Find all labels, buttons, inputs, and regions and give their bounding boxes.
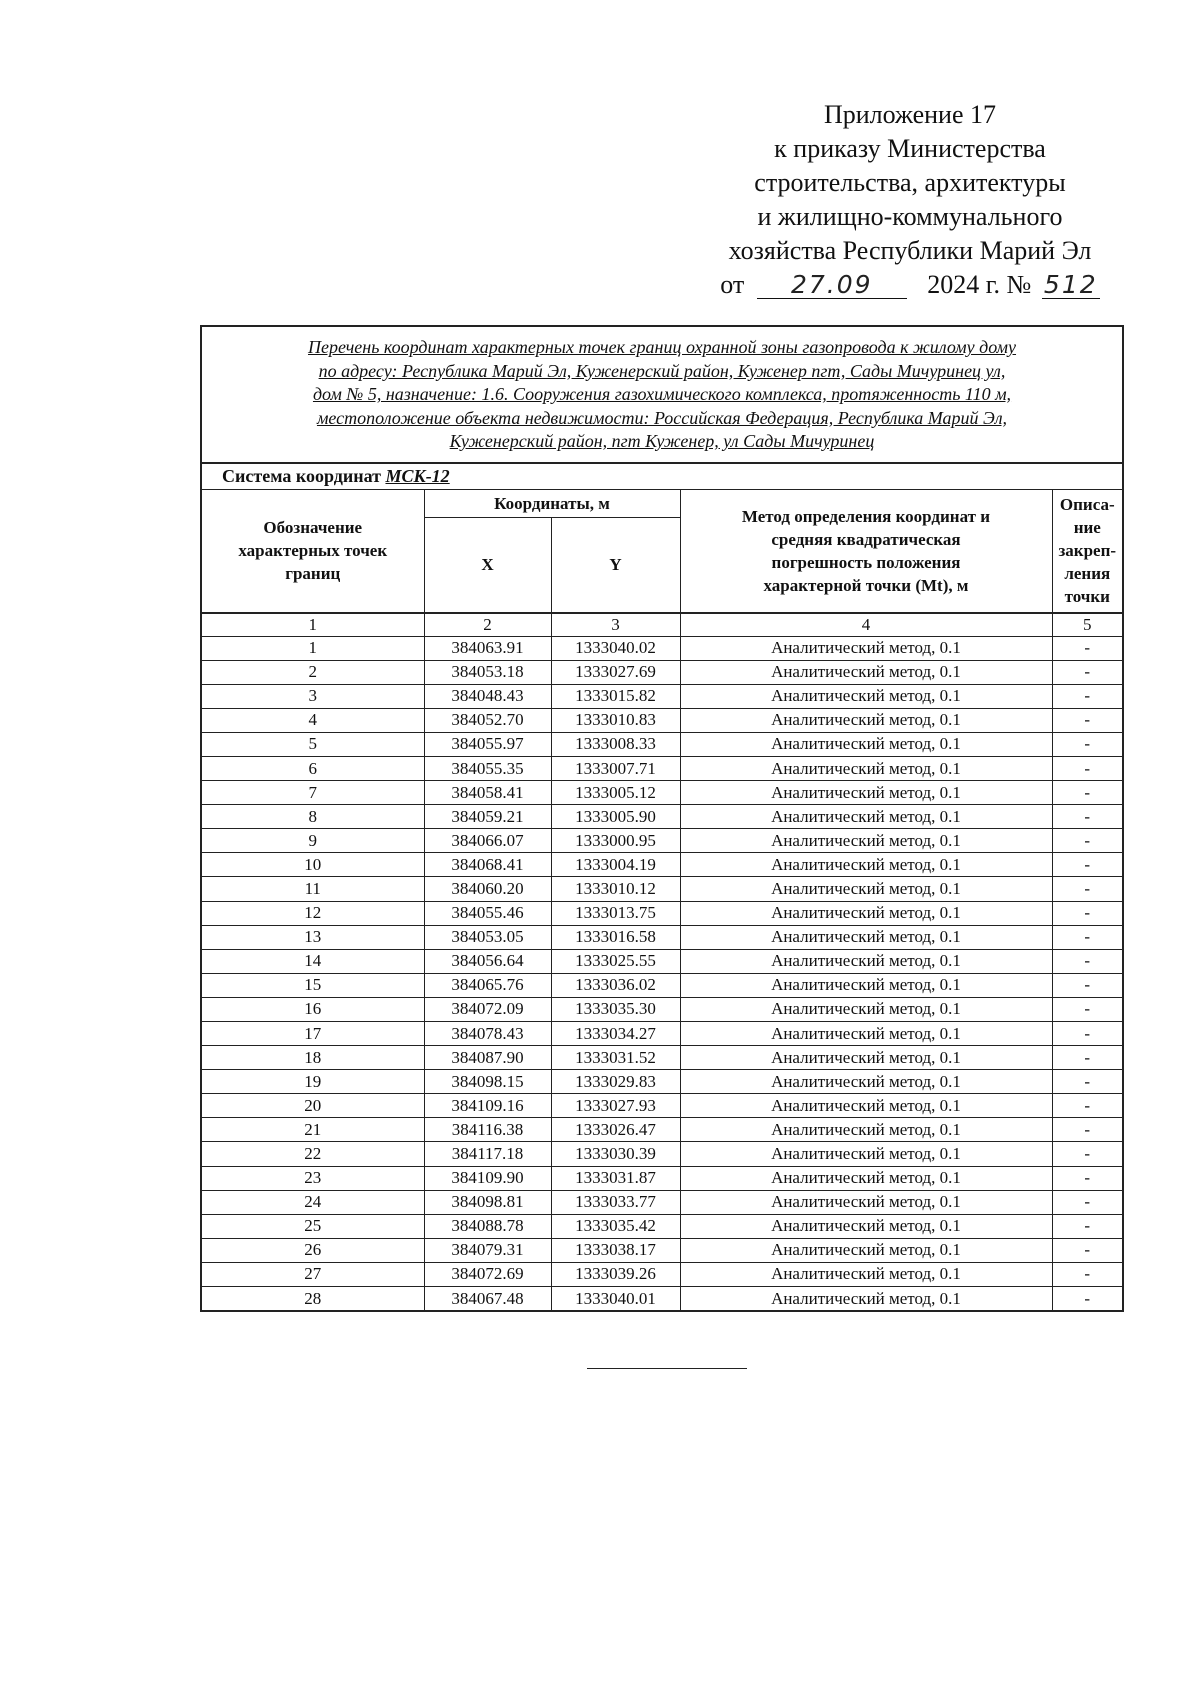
table-row [201, 756, 1123, 780]
point-number: 13 [201, 925, 424, 949]
y-coordinate: 1333015.82 [551, 684, 680, 708]
y-coordinate: 1333035.42 [551, 1214, 680, 1238]
table-row [201, 853, 1123, 877]
point-number: 19 [201, 1070, 424, 1094]
fixation-cell: - [1052, 1094, 1123, 1118]
point-number: 11 [201, 877, 424, 901]
table-title-line: Перечень координат характерных точек границ охранной зоны газопровода к жилому дому [307, 337, 1017, 358]
header-text-line: точки [1064, 587, 1110, 607]
point-number: 22 [201, 1142, 424, 1166]
point-number: 23 [201, 1166, 424, 1190]
table-row [201, 732, 1123, 756]
x-coordinate: 384067.48 [424, 1287, 551, 1312]
y-coordinate: 1333031.52 [551, 1046, 680, 1070]
method-cell: Аналитический метод, 0.1 [680, 636, 1052, 660]
fixation-cell: - [1052, 805, 1123, 829]
fixation-cell: - [1052, 636, 1123, 660]
y-coordinate: 1333040.02 [551, 636, 680, 660]
method-cell: Аналитический метод, 0.1 [680, 949, 1052, 973]
x-coordinate: 384063.91 [424, 636, 551, 660]
x-coordinate: 384048.43 [424, 684, 551, 708]
x-coordinate: 384058.41 [424, 781, 551, 805]
y-coordinate: 1333027.69 [551, 660, 680, 684]
coordinate-system-value: МСК-12 [385, 466, 450, 486]
y-coordinate: 1333033.77 [551, 1190, 680, 1214]
table-row [201, 1287, 1123, 1312]
table-row [201, 708, 1123, 732]
x-coordinate: 384087.90 [424, 1046, 551, 1070]
y-coordinate: 1333038.17 [551, 1238, 680, 1262]
from-label: от [720, 270, 745, 299]
handwritten-date: 27.09 [757, 272, 907, 299]
y-coordinate: 1333029.83 [551, 1070, 680, 1094]
header-line-appendix: Приложение 17 [823, 100, 997, 129]
header-line-ministry-2: и жилищно-коммунального [757, 202, 1063, 231]
header-text-line: границ [285, 564, 341, 584]
x-coordinate: 384116.38 [424, 1118, 551, 1142]
x-coordinate: 384053.18 [424, 660, 551, 684]
table-row [201, 1070, 1123, 1094]
fixation-cell: - [1052, 756, 1123, 780]
fixation-cell: - [1052, 997, 1123, 1021]
x-coordinate: 384055.35 [424, 756, 551, 780]
column-number: 5 [1052, 613, 1123, 637]
method-cell: Аналитический метод, 0.1 [680, 756, 1052, 780]
table-title-line: местоположение объекта недвижимости: Российская Федерация, Республика Марий Эл, [316, 407, 1008, 428]
point-number: 27 [201, 1262, 424, 1286]
y-coordinate: 1333031.87 [551, 1166, 680, 1190]
fixation-cell: - [1052, 1118, 1123, 1142]
method-cell: Аналитический метод, 0.1 [680, 1094, 1052, 1118]
table-row [201, 684, 1123, 708]
x-coordinate: 384117.18 [424, 1142, 551, 1166]
header-text-line: ления [1064, 564, 1111, 584]
x-coordinate: 384055.97 [424, 732, 551, 756]
y-coordinate: 1333039.26 [551, 1262, 680, 1286]
point-number: 8 [201, 805, 424, 829]
y-coordinate: 1333016.58 [551, 925, 680, 949]
x-coordinate: 384053.05 [424, 925, 551, 949]
method-cell: Аналитический метод, 0.1 [680, 708, 1052, 732]
y-coordinate: 1333005.90 [551, 805, 680, 829]
fixation-cell: - [1052, 1190, 1123, 1214]
table-row [201, 781, 1123, 805]
table-row [201, 829, 1123, 853]
table-row [201, 1142, 1123, 1166]
y-coordinate: 1333035.30 [551, 997, 680, 1021]
table-title [201, 326, 1123, 463]
point-number: 17 [201, 1022, 424, 1046]
fixation-cell: - [1052, 1142, 1123, 1166]
point-number: 25 [201, 1214, 424, 1238]
method-cell: Аналитический метод, 0.1 [680, 925, 1052, 949]
header-text-line: Описа- [1059, 495, 1115, 515]
y-coordinate: 1333030.39 [551, 1142, 680, 1166]
point-number: 16 [201, 997, 424, 1021]
method-cell: Аналитический метод, 0.1 [680, 781, 1052, 805]
table-title-line: дом № 5, назначение: 1.6. Сооружения газохимического комплекса, протяженность 110 м, [312, 384, 1012, 405]
year-number-label: 2024 г. № [927, 270, 1032, 299]
fixation-cell: - [1052, 1262, 1123, 1286]
x-coordinate: 384098.15 [424, 1070, 551, 1094]
y-coordinate: 1333005.12 [551, 781, 680, 805]
column-number: 3 [551, 613, 680, 637]
table-row [201, 949, 1123, 973]
fixation-cell: - [1052, 901, 1123, 925]
point-number: 28 [201, 1287, 424, 1312]
x-coordinate: 384055.46 [424, 901, 551, 925]
y-coordinate: 1333013.75 [551, 901, 680, 925]
fixation-cell: - [1052, 973, 1123, 997]
point-number: 10 [201, 853, 424, 877]
table-row [201, 1046, 1123, 1070]
x-coordinate: 384098.81 [424, 1190, 551, 1214]
y-coordinate: 1333004.19 [551, 853, 680, 877]
handwritten-order-number: 512 [1042, 272, 1100, 299]
method-cell: Аналитический метод, 0.1 [680, 1022, 1052, 1046]
fixation-cell: - [1052, 1214, 1123, 1238]
method-cell: Аналитический метод, 0.1 [680, 877, 1052, 901]
table-row [201, 1022, 1123, 1046]
column-number: 2 [424, 613, 551, 637]
x-coordinate: 384068.41 [424, 853, 551, 877]
y-coordinate: 1333034.27 [551, 1022, 680, 1046]
coordinate-system-row [201, 463, 1123, 490]
table-row [201, 901, 1123, 925]
table-row [201, 1262, 1123, 1286]
fixation-cell: - [1052, 1022, 1123, 1046]
header-y: Y [551, 518, 680, 613]
fixation-cell: - [1052, 853, 1123, 877]
point-number: 20 [201, 1094, 424, 1118]
y-coordinate: 1333036.02 [551, 973, 680, 997]
point-number: 9 [201, 829, 424, 853]
table-row [201, 997, 1123, 1021]
closing-rule [587, 1368, 747, 1369]
method-cell: Аналитический метод, 0.1 [680, 997, 1052, 1021]
method-cell: Аналитический метод, 0.1 [680, 1238, 1052, 1262]
document-header [700, 98, 1120, 302]
point-number: 6 [201, 756, 424, 780]
table-row [201, 1118, 1123, 1142]
x-coordinate: 384088.78 [424, 1214, 551, 1238]
method-cell: Аналитический метод, 0.1 [680, 1190, 1052, 1214]
fixation-cell: - [1052, 732, 1123, 756]
point-number: 3 [201, 684, 424, 708]
method-cell: Аналитический метод, 0.1 [680, 973, 1052, 997]
method-cell: Аналитический метод, 0.1 [680, 1070, 1052, 1094]
x-coordinate: 384056.64 [424, 949, 551, 973]
header-text-line: Метод определения координат и [741, 506, 991, 526]
method-cell: Аналитический метод, 0.1 [680, 1118, 1052, 1142]
point-number: 12 [201, 901, 424, 925]
method-cell: Аналитический метод, 0.1 [680, 1287, 1052, 1312]
header-method [680, 490, 1052, 613]
header-fixation-description [1052, 490, 1123, 613]
method-cell: Аналитический метод, 0.1 [680, 660, 1052, 684]
coordinates-table [200, 325, 1124, 1312]
fixation-cell: - [1052, 949, 1123, 973]
method-cell: Аналитический метод, 0.1 [680, 901, 1052, 925]
header-line-order: к приказу Министерства [774, 134, 1046, 163]
x-coordinate: 384109.16 [424, 1094, 551, 1118]
x-coordinate: 384060.20 [424, 877, 551, 901]
column-number: 4 [680, 613, 1052, 637]
y-coordinate: 1333025.55 [551, 949, 680, 973]
table-row [201, 805, 1123, 829]
point-number: 26 [201, 1238, 424, 1262]
header-text-line: закреп- [1058, 541, 1117, 561]
method-cell: Аналитический метод, 0.1 [680, 1142, 1052, 1166]
fixation-cell: - [1052, 781, 1123, 805]
fixation-cell: - [1052, 684, 1123, 708]
fixation-cell: - [1052, 708, 1123, 732]
header-text-line: характерных точек [238, 541, 388, 561]
x-coordinate: 384059.21 [424, 805, 551, 829]
header-text-line: Обозначение [263, 518, 363, 538]
header-coordinates-group: Координаты, м [424, 490, 680, 518]
table-row [201, 973, 1123, 997]
y-coordinate: 1333010.83 [551, 708, 680, 732]
table-body [201, 636, 1123, 1311]
header-line-date [700, 268, 1120, 302]
header-text-line: ние [1073, 518, 1101, 538]
table-row [201, 1094, 1123, 1118]
table-row [201, 1166, 1123, 1190]
method-cell: Аналитический метод, 0.1 [680, 684, 1052, 708]
point-number: 5 [201, 732, 424, 756]
fixation-cell: - [1052, 829, 1123, 853]
fixation-cell: - [1052, 1238, 1123, 1262]
y-coordinate: 1333007.71 [551, 756, 680, 780]
point-number: 1 [201, 636, 424, 660]
header-line-ministry-3: хозяйства Республики Марий Эл [728, 236, 1092, 265]
point-number: 2 [201, 660, 424, 684]
x-coordinate: 384072.69 [424, 1262, 551, 1286]
method-cell: Аналитический метод, 0.1 [680, 1262, 1052, 1286]
fixation-cell: - [1052, 1287, 1123, 1312]
header-text-line: характерной точки (Mt), м [763, 575, 969, 595]
column-number-row [201, 613, 1123, 637]
y-coordinate: 1333026.47 [551, 1118, 680, 1142]
point-number: 15 [201, 973, 424, 997]
fixation-cell: - [1052, 1166, 1123, 1190]
coordinate-system-label: Система координат [222, 466, 381, 486]
fixation-cell: - [1052, 925, 1123, 949]
table-title-line: Куженерский район, пгт Куженер, ул Сады Мичуринец [449, 431, 875, 452]
point-number: 14 [201, 949, 424, 973]
x-coordinate: 384066.07 [424, 829, 551, 853]
point-number: 7 [201, 781, 424, 805]
x-coordinate: 384079.31 [424, 1238, 551, 1262]
point-number: 18 [201, 1046, 424, 1070]
y-coordinate: 1333000.95 [551, 829, 680, 853]
fixation-cell: - [1052, 660, 1123, 684]
x-coordinate: 384078.43 [424, 1022, 551, 1046]
x-coordinate: 384052.70 [424, 708, 551, 732]
table-row [201, 1238, 1123, 1262]
y-coordinate: 1333008.33 [551, 732, 680, 756]
table-row [201, 1190, 1123, 1214]
header-x: X [424, 518, 551, 613]
method-cell: Аналитический метод, 0.1 [680, 1046, 1052, 1070]
header-point-designation [201, 490, 424, 613]
x-coordinate: 384109.90 [424, 1166, 551, 1190]
table-row [201, 925, 1123, 949]
table-row [201, 660, 1123, 684]
method-cell: Аналитический метод, 0.1 [680, 1214, 1052, 1238]
y-coordinate: 1333027.93 [551, 1094, 680, 1118]
table-row [201, 877, 1123, 901]
point-number: 21 [201, 1118, 424, 1142]
fixation-cell: - [1052, 1046, 1123, 1070]
method-cell: Аналитический метод, 0.1 [680, 829, 1052, 853]
table-row [201, 1214, 1123, 1238]
point-number: 24 [201, 1190, 424, 1214]
method-cell: Аналитический метод, 0.1 [680, 805, 1052, 829]
method-cell: Аналитический метод, 0.1 [680, 1166, 1052, 1190]
method-cell: Аналитический метод, 0.1 [680, 853, 1052, 877]
x-coordinate: 384072.09 [424, 997, 551, 1021]
header-text-line: погрешность положения [771, 552, 961, 572]
fixation-cell: - [1052, 1070, 1123, 1094]
y-coordinate: 1333010.12 [551, 877, 680, 901]
point-number: 4 [201, 708, 424, 732]
fixation-cell: - [1052, 877, 1123, 901]
method-cell: Аналитический метод, 0.1 [680, 732, 1052, 756]
header-text-line: средняя квадратическая [771, 529, 961, 549]
table-title-line: по адресу: Республика Марий Эл, Куженерский район, Куженер пгт, Сады Мичуринец ул, [318, 360, 1006, 381]
table-row [201, 636, 1123, 660]
header-line-ministry-1: строительства, архитектуры [754, 168, 1066, 197]
x-coordinate: 384065.76 [424, 973, 551, 997]
column-number: 1 [201, 613, 424, 637]
y-coordinate: 1333040.01 [551, 1287, 680, 1312]
